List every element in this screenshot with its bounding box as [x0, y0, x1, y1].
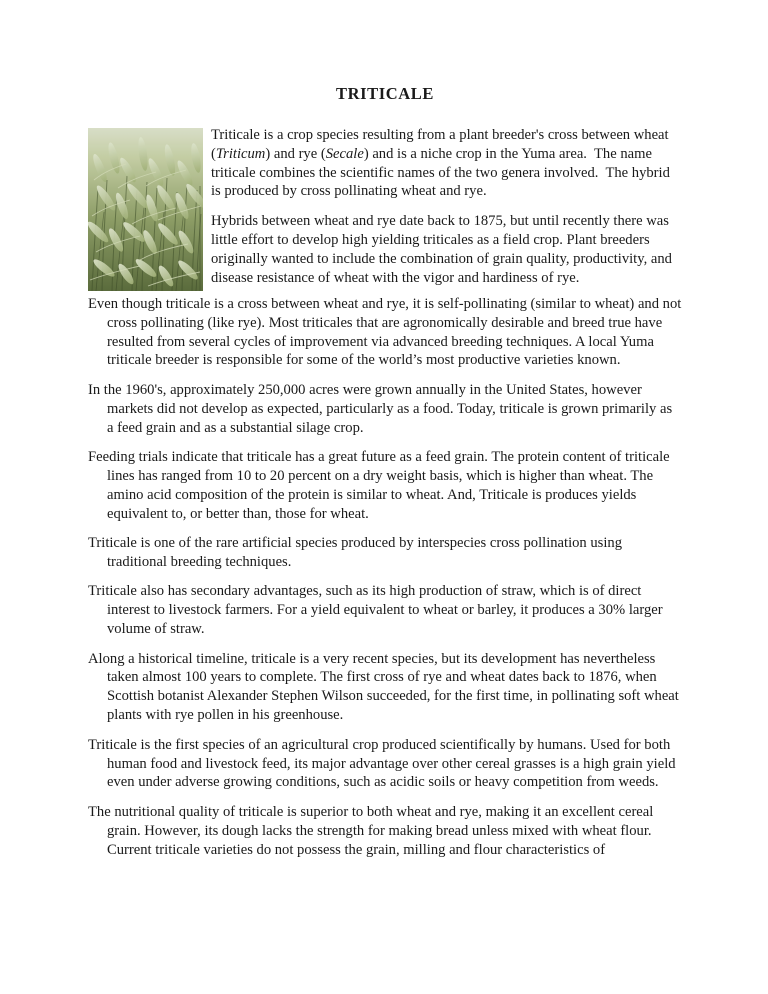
genus-secale: Secale — [325, 145, 364, 162]
field-photo-graphic — [88, 128, 203, 291]
paragraph-intro: Triticale is a crop species resulting from a plant breeder's cross between wheat (Triticum) and rye (Secale) and is a niche crop in the Yuma area. The name triticale combines the scientific names of the two genera involved. The hybrid is produced by cross pollinating wheat and rye. — [211, 126, 670, 200]
paragraph-rare-artificial-species: Triticale is one of the rare artificial species produced by interspecies cross pollination using traditional breeding techniques. — [88, 535, 623, 570]
genus-triticum: Triticum — [215, 145, 266, 162]
paragraph-first-scientific-crop: Triticale is the first species of an agricultural crop produced scientifically by humans. Used for both human food and livestock feed, its major advantage over other cereal grasses is a high grain yield even under adverse growing conditions, such as acidic soils or heavy competition from weeds. — [88, 736, 676, 791]
paragraph-hybrids-history: Hybrids between wheat and rye date back to 1875, but until recently there was little effort to develop high yielding triticales as a field crop. Plant breeders originally wanted to include the combination of grain quality, productivity, and disease resistance of wheat with the vigor and hardiness of rye. — [211, 213, 672, 287]
paragraph-feeding-trials: Feeding trials indicate that triticale has a great future as a feed grain. The protein content of triticale lines has ranged from 10 to 20 percent on a dry weight basis, which is higher than wheat. The amino acid composition of the protein is similar to wheat. And, Triticale is produces yields equivalent to, or better than, those for wheat. — [88, 449, 670, 522]
paragraph-self-pollinating: Even though triticale is a cross between wheat and rye, it is self-pollinating (similar to wheat) and not cross pollinating (like rye). Most triticales that are agronomically desirable and breed true have resulted from several cycles of improvement via advanced breeding techniques. A local Yuma triticale breeder is responsible for some of the world’s most productive varieties known. — [88, 295, 682, 369]
paragraph-historical-timeline: Along a historical timeline, triticale is a very recent species, but its development has nevertheless taken almost 100 years to complete. The first cross of rye and wheat dates back to 1876, when Scottish botanist Alexander Stephen Wilson succeeded, for the first time, in pollinating soft wheat plants with rye pollen in his greenhouse. — [88, 650, 679, 724]
page-title: TRITICALE — [335, 84, 434, 103]
document-content — [88, 84, 682, 859]
paragraph-acreage-1960s: In the 1960's, approximately 250,000 acres were grown annually in the United States, however markets did not develop as expected, particularly as a food. Today, triticale is grown primarily as a feed grain and as a substantial silage crop. — [88, 381, 673, 436]
paragraph-nutritional-quality: The nutritional quality of triticale is superior to both wheat and rye, making it an excellent cereal grain. However, its dough lacks the strength for making bread unless mixed with wheat flour. Current triticale varieties do not possess the grain, milling and flour characteristics of — [88, 803, 654, 858]
intro-block — [88, 126, 682, 295]
triticale-field-photo — [88, 128, 203, 291]
paragraph-straw-advantages: Triticale also has secondary advantages, such as its high production of straw, which is of direct interest to livestock farmers. For a yield equivalent to wheat or barley, it produces a 30% larger volume of straw. — [88, 583, 663, 638]
